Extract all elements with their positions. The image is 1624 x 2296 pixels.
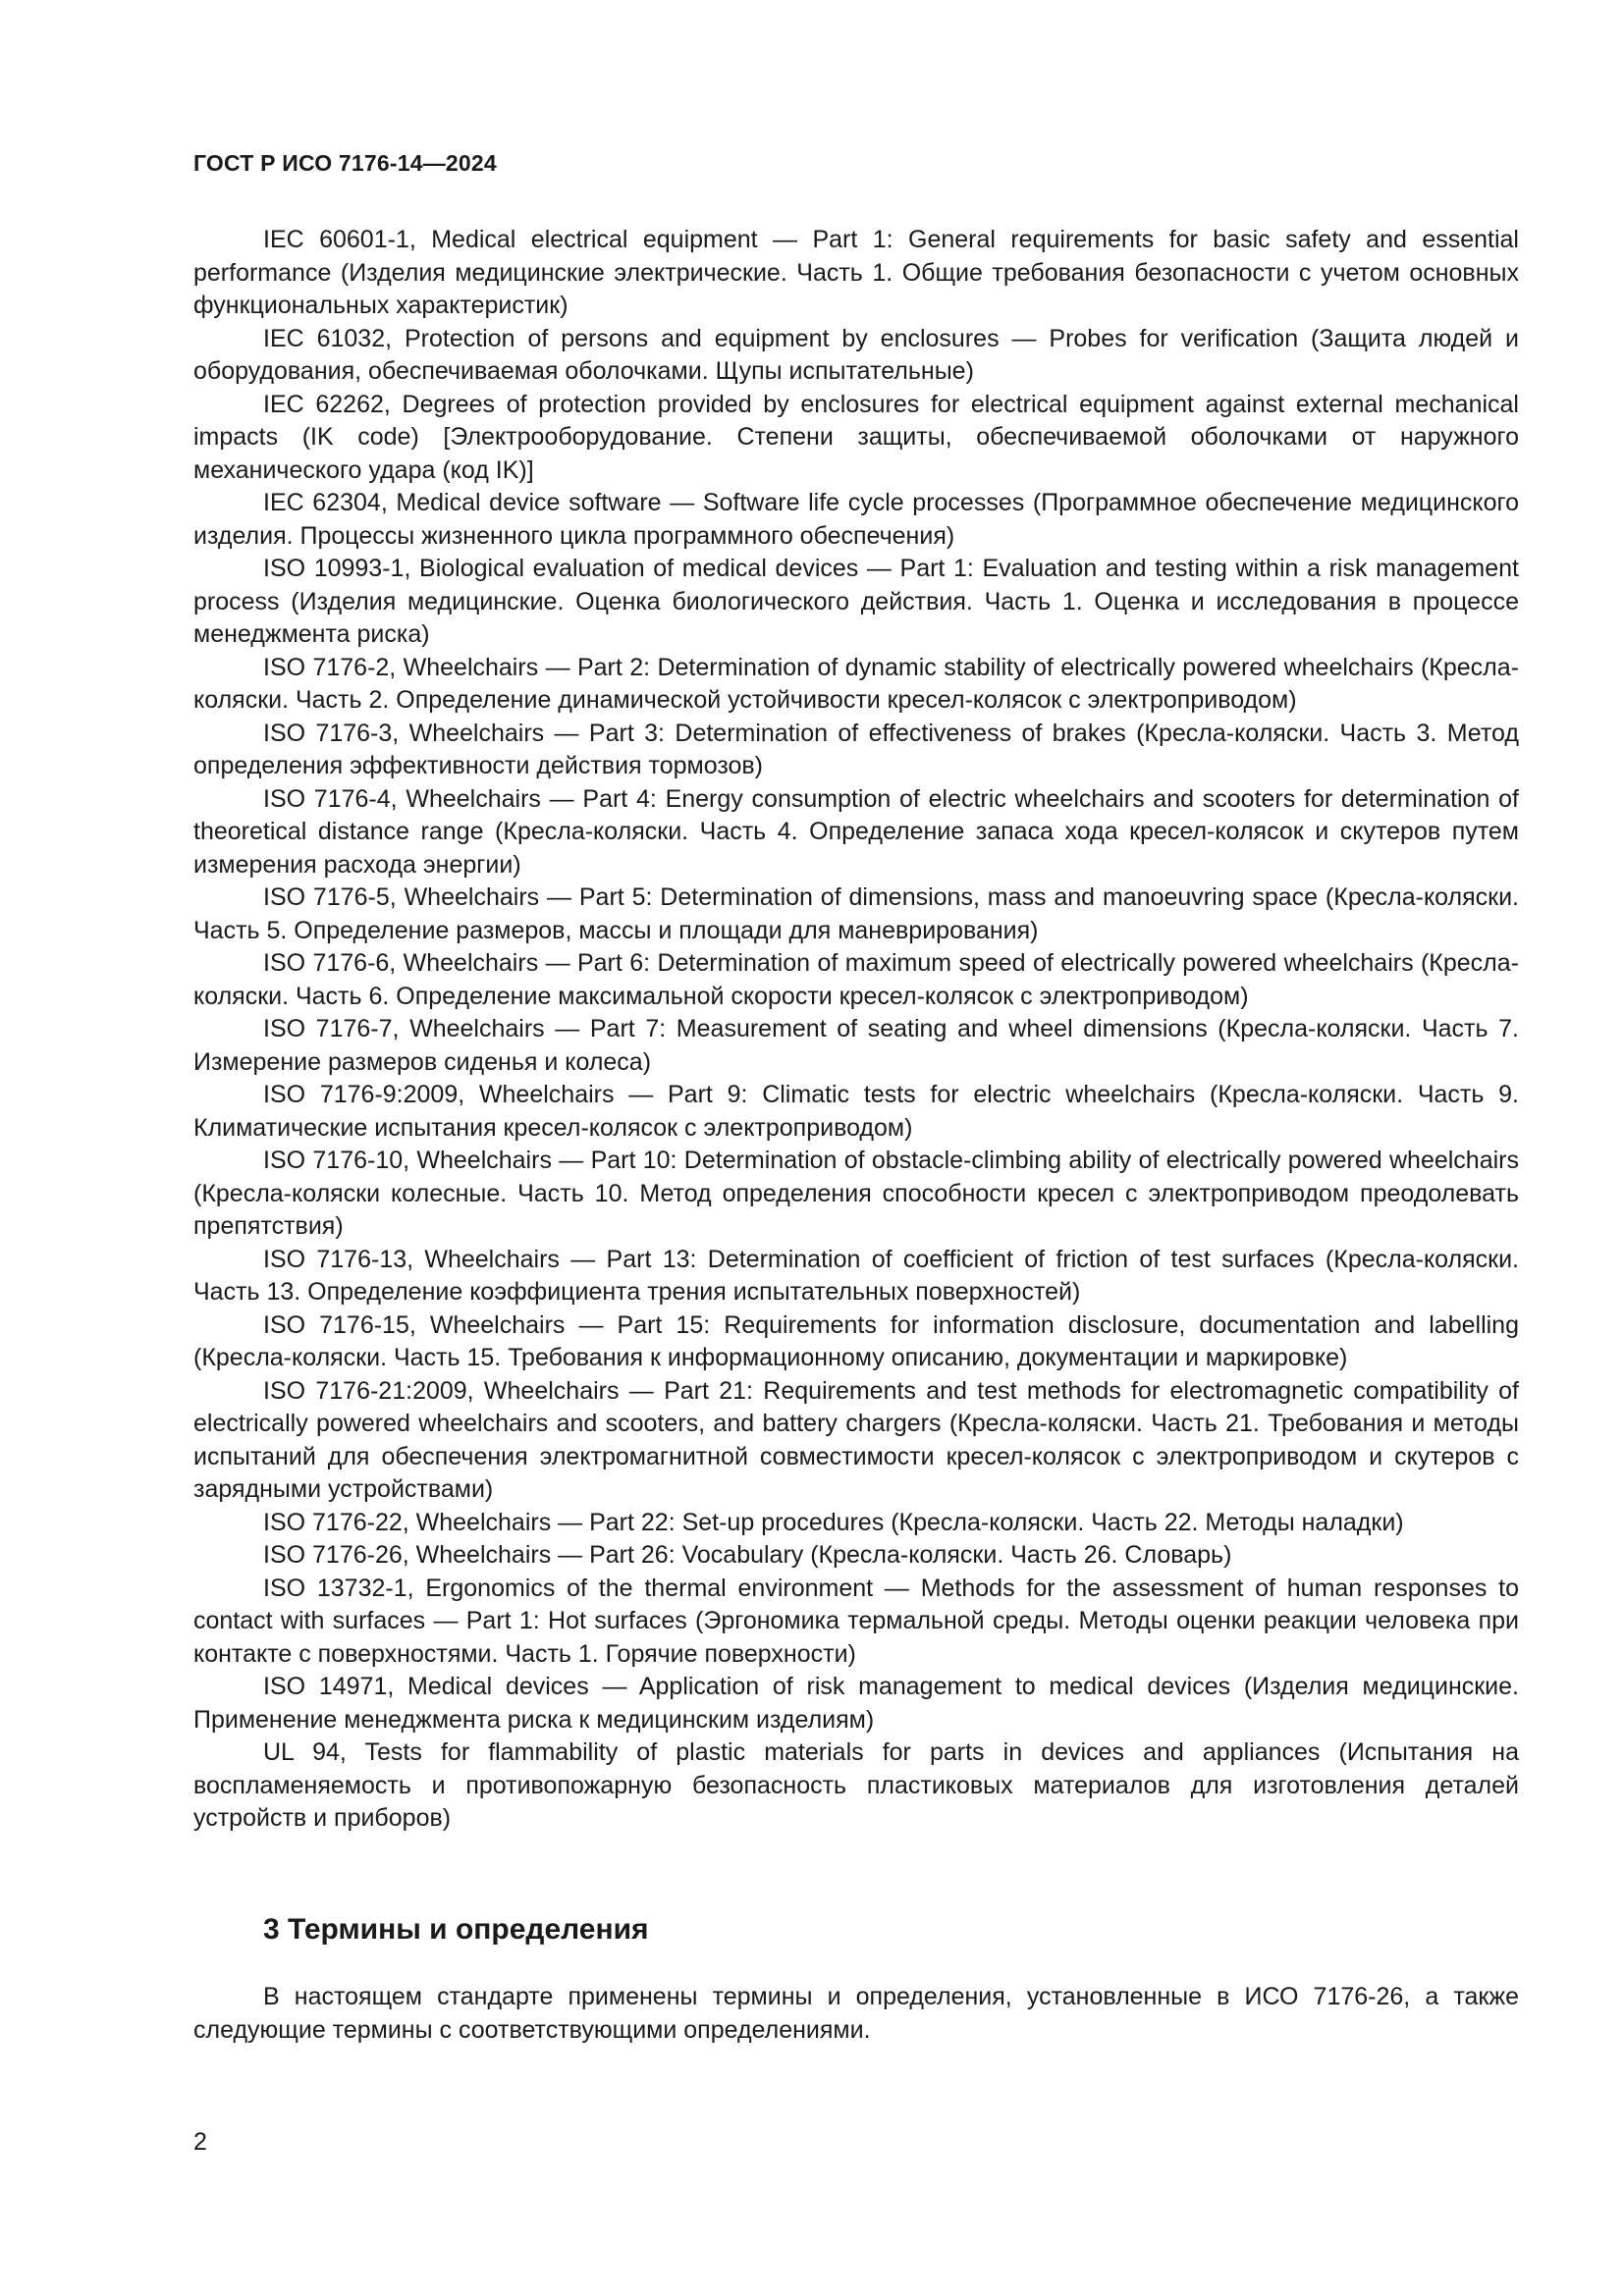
reference-item: ISO 14971, Medical devices — Application of risk management to medical devices (Изделия медицинские. Применение менеджмента риска к медицинским изделиям)	[193, 1673, 1519, 1734]
reference-item: ISO 7176-22, Wheelchairs — Part 22: Set-up procedures (Кресла-коляски. Часть 22. Методы наладки)	[263, 1508, 1404, 1536]
reference-item: ISO 7176-26, Wheelchairs — Part 26: Vocabulary (Кресла-коляски. Часть 26. Словарь)	[263, 1541, 1232, 1569]
reference-item: ISO 7176-15, Wheelchairs — Part 15: Requirements for information disclosure, documentation and labelling (Кресла-коляски. Часть 15. Требования к информационному описанию, документации и маркировке)	[193, 1310, 1519, 1371]
reference-item: ISO 7176-6, Wheelchairs — Part 6: Determination of maximum speed of electrically powered wheelchairs (Кресла-коляски. Часть 6. Определение максимальной скорости кресел-колясок с электроприводом)	[193, 949, 1519, 1010]
section-heading: 3 Термины и определения	[263, 1913, 649, 1946]
document-code-header: ГОСТ Р ИСО 7176-14—2024	[193, 150, 497, 176]
reference-item: ISO 7176-13, Wheelchairs — Part 13: Determination of coefficient of friction of test surfaces (Кресла-коляски. Часть 13. Определение коэффициента трения испытательных поверхностей)	[193, 1245, 1519, 1306]
reference-item: IEC 60601-1, Medical electrical equipment — Part 1: General requirements for basic safety and essential performance (Изделия медицинские электрические. Часть 1. Общие требования безопасности с учетом основных функциональных характеристик)	[193, 226, 1519, 319]
reference-item: IEC 61032, Protection of persons and equipment by enclosures — Probes for verification (Защита людей и оборудования, обеспечиваемая оболочками. Щупы испытательные)	[193, 324, 1519, 385]
page-number: 2	[193, 2128, 207, 2156]
reference-item: IEC 62262, Degrees of protection provided by enclosures for electrical equipment against external mechanical impacts (IK code) [Электрооборудование. Степени защиты, обеспечиваемой оболочками от наружного механического удара (код IK)]	[193, 390, 1519, 484]
reference-item: UL 94, Tests for flammability of plastic materials for parts in devices and appliances (Испытания на воспламеняемость и противопожарную безопасность пластиковых материалов для изготовления деталей устройств и приборов)	[193, 1738, 1519, 1832]
reference-item: ISO 10993-1, Biological evaluation of medical devices — Part 1: Evaluation and testing within a risk management process (Изделия медицинские. Оценка биологического действия. Часть 1. Оценка и исследования в процессе менеджмента риска)	[193, 555, 1519, 648]
section-paragraph: В настоящем стандарте применены термины и определения, установленные в ИСО 7176-26, а также следующие термины с соответствующими определениями.	[193, 1983, 1519, 2044]
reference-item: ISO 7176-9:2009, Wheelchairs — Part 9: Climatic tests for electric wheelchairs (Кресла-коляски. Часть 9. Климатические испытания кресел-колясок с электроприводом)	[193, 1081, 1519, 1142]
reference-item: ISO 13732-1, Ergonomics of the thermal environment — Methods for the assessment of human responses to contact with surfaces — Part 1: Hot surfaces (Эргономика термальной среды. Методы оценки реакции человека при контакте с поверхностями. Часть 1. Горячие поверхности)	[193, 1574, 1519, 1668]
terms-section	[193, 1910, 1519, 2047]
reference-item: ISO 7176-21:2009, Wheelchairs — Part 21: Requirements and test methods for electromagnetic compatibility of electrically powered wheelchairs and scooters, and battery chargers (Кресла-коляски. Часть 21. Требования и методы испытаний для обеспечения электромагнитной совместимости кресел-колясок с электроприводом и скутеров с зарядными устройствами)	[193, 1376, 1519, 1503]
reference-item: ISO 7176-10, Wheelchairs — Part 10: Determination of obstacle-climbing ability of electrically powered wheelchairs (Кресла-коляски колесные. Часть 10. Метод определения способности кресел с электроприводом преодолевать препятствия)	[193, 1147, 1519, 1240]
reference-item: ISO 7176-3, Wheelchairs — Part 3: Determination of effectiveness of brakes (Кресла-коляски. Часть 3. Метод определения эффективности действия тормозов)	[193, 719, 1519, 779]
reference-item: ISO 7176-2, Wheelchairs — Part 2: Determination of dynamic stability of electrically powered wheelchairs (Кресла-коляски. Часть 2. Определение динамической устойчивости кресел-колясок с электроприводом)	[193, 653, 1519, 714]
reference-item: ISO 7176-5, Wheelchairs — Part 5: Determination of dimensions, mass and manoeuvring space (Кресла-коляски. Часть 5. Определение размеров, массы и площади для маневрирования)	[193, 883, 1519, 944]
reference-item: ISO 7176-4, Wheelchairs — Part 4: Energy consumption of electric wheelchairs and scooters for determination of theoretical distance range (Кресла-коляски. Часть 4. Определение запаса хода кресел-колясок и скутеров путем измерения расхода энергии)	[193, 784, 1519, 879]
reference-item: IEC 62304, Medical device software — Software life cycle processes (Программное обеспечение медицинского изделия. Процессы жизненного цикла программного обеспечения)	[193, 489, 1519, 550]
normative-references-list	[193, 224, 1519, 1836]
reference-item: ISO 7176-7, Wheelchairs — Part 7: Measurement of seating and wheel dimensions (Кресла-коляски. Часть 7. Измерение размеров сиденья и колеса)	[193, 1015, 1519, 1076]
